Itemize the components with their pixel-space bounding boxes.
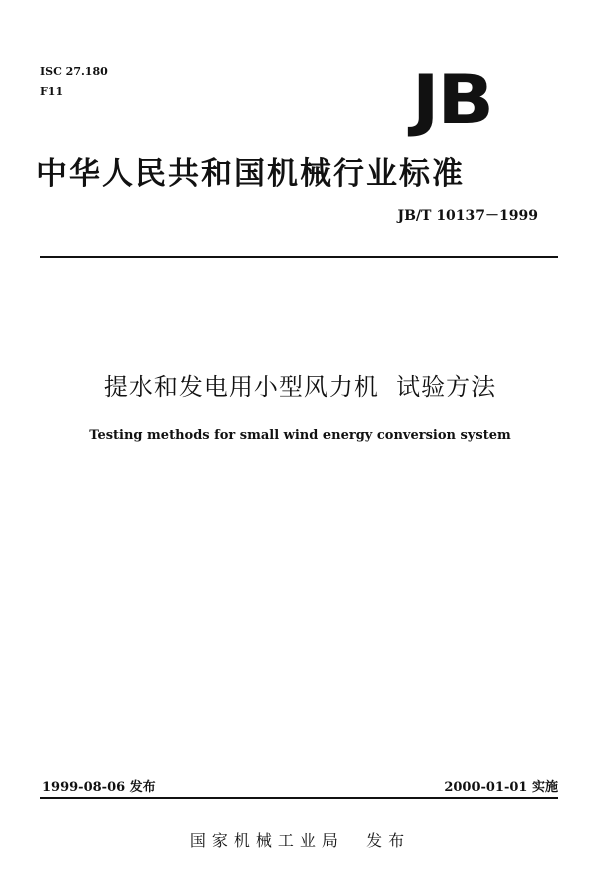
ccs-code: F11 <box>40 85 64 98</box>
document-title-chinese: 提水和发电用小型风力机 试验方法 <box>103 373 497 401</box>
top-divider <box>40 256 558 258</box>
ics-code: ISC 27.180 <box>40 65 108 78</box>
publisher: 国家机械工业局 发布 <box>189 831 411 850</box>
bottom-divider <box>40 797 558 799</box>
jb-logo: JB <box>412 60 492 140</box>
standard-title: 中华人民共和国机械行业标准 <box>36 156 465 192</box>
issue-date: 1999-08-06 发布 <box>42 780 156 795</box>
document-title-english: Testing methods for small wind energy conversion system <box>89 428 511 443</box>
implementation-date: 2000-01-01 实施 <box>444 780 558 795</box>
standard-number: JB/T 10137－1999 <box>397 208 538 224</box>
